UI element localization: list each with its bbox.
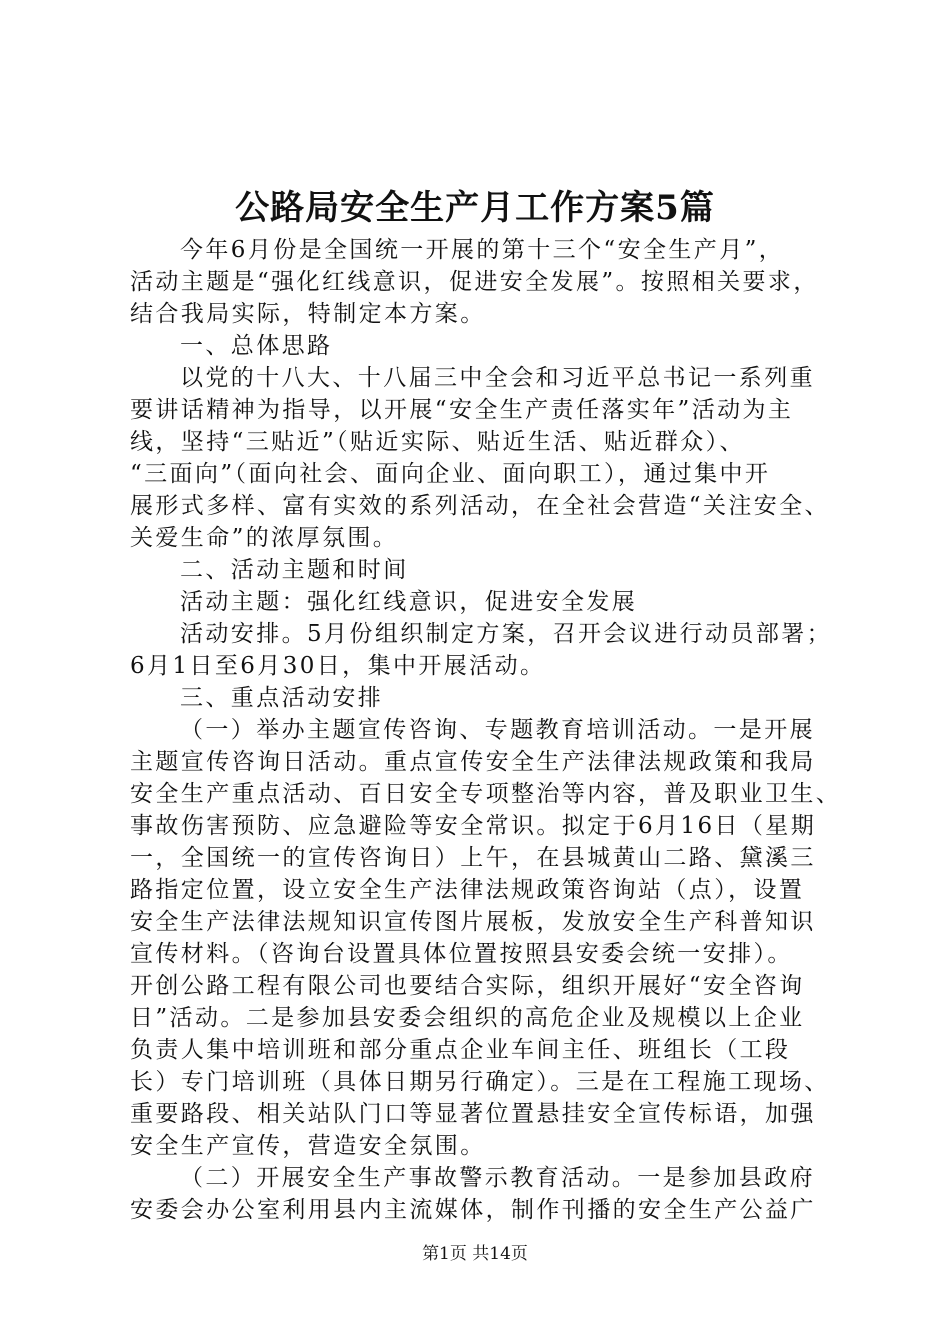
paragraph-line: 主题宣传咨询日活动。重点宣传安全生产法律法规政策和我局 <box>130 749 816 775</box>
paragraph-line: 活动安排。5月份组织制定方案，召开会议进行动员部署； <box>180 621 833 647</box>
document-body <box>130 234 842 1226</box>
paragraph-line: 展形式多样、富有实效的系列活动，在全社会营造“关注安全、 <box>130 493 830 519</box>
paragraph-line: 日”活动。二是参加县安委会组织的高危企业及规模以上企业 <box>130 1005 805 1031</box>
paragraph-line: 结合我局实际，特制定本方案。 <box>130 301 486 327</box>
page-number-footer: 第1页 共14页 <box>422 1244 528 1264</box>
paragraph-line: 活动主题是“强化红线意识，促进安全发展”。按照相关要求， <box>130 269 819 295</box>
paragraph-line: 安全生产法律法规知识宣传图片展板，发放安全生产科普知识 <box>130 909 816 935</box>
paragraph-line: 关爱生命”的浓厚氛围。 <box>130 525 399 551</box>
paragraph-line: 一，全国统一的宣传咨询日）上午，在县城黄山二路、黛溪三 <box>130 845 816 871</box>
paragraph-line: 开创公路工程有限公司也要结合实际，组织开展好“安全咨询 <box>130 973 805 999</box>
paragraph-line: 线，坚持“三贴近”（贴近实际、贴近生活、贴近群众）、 <box>130 429 745 455</box>
paragraph-line: 以党的十八大、十八届三中全会和习近平总书记一系列重 <box>180 365 815 391</box>
paragraph-line: 路指定位置，设立安全生产法律法规政策咨询站（点），设置 <box>130 877 805 903</box>
paragraph-line: 安委会办公室利用县内主流媒体，制作刊播的安全生产公益广 <box>130 1197 816 1223</box>
section-heading: 三、重点活动安排 <box>180 685 384 711</box>
paragraph-line: 安全生产宣传，营造安全氛围。 <box>130 1133 486 1159</box>
paragraph-line: （二）开展安全生产事故警示教育活动。一是参加县政府 <box>180 1165 815 1191</box>
paragraph-line: 活动主题：强化红线意识，促进安全发展 <box>180 589 638 615</box>
paragraph-line: 安全生产重点活动、百日安全专项整治等内容，普及职业卫生、 <box>130 781 842 807</box>
paragraph-line: 6月1日至6月30日，集中开展活动。 <box>130 653 546 679</box>
paragraph-line: 事故伤害预防、应急避险等安全常识。拟定于6月16日（星期 <box>130 813 817 839</box>
paragraph-line: 负责人集中培训班和部分重点企业车间主任、班组长（工段 <box>130 1037 791 1063</box>
paragraph-line: 要讲话精神为指导，以开展“安全生产责任落实年”活动为主 <box>130 397 794 423</box>
paragraph-line: 重要路段、相关站队门口等显著位置悬挂安全宣传标语，加强 <box>130 1101 816 1127</box>
section-heading: 一、总体思路 <box>180 333 333 359</box>
document-title: 公路局安全生产月工作方案5篇 <box>235 188 715 228</box>
section-heading: 二、活动主题和时间 <box>180 557 409 583</box>
paragraph-line: 宣传材料。（咨询台设置具体位置按照县安委会统一安排）。 <box>130 941 793 967</box>
paragraph-line: 今年6月份是全国统一开展的第十三个“安全生产月”， <box>180 237 785 263</box>
paragraph-line: 长）专门培训班（具体日期另行确定）。三是在工程施工现场、 <box>130 1069 830 1095</box>
paragraph-line: “三面向”（面向社会、面向企业、面向职工），通过集中开 <box>130 461 771 487</box>
paragraph-line: （一）举办主题宣传咨询、专题教育培训活动。一是开展 <box>180 717 815 743</box>
